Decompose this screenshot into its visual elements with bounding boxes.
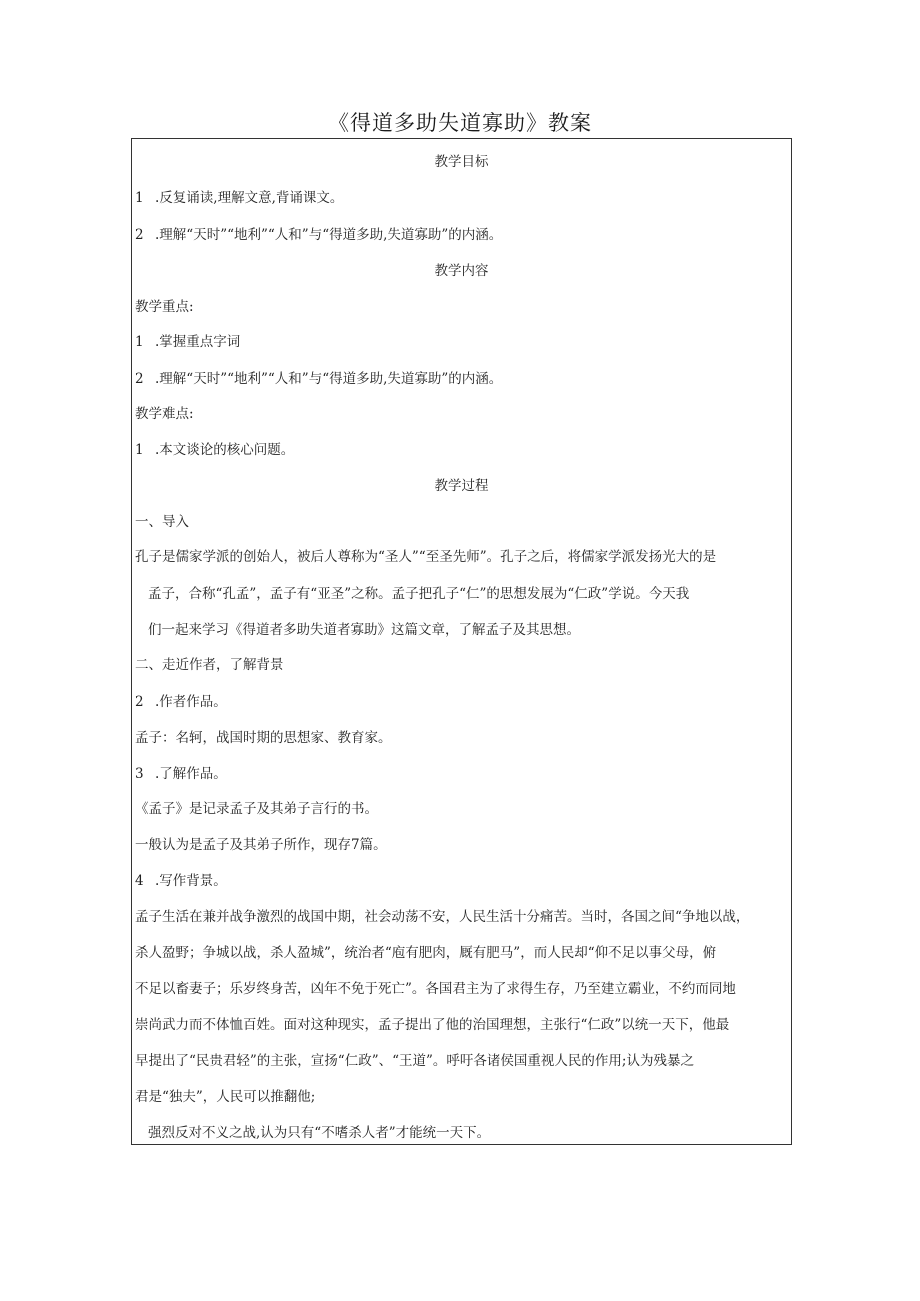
background-item [135, 871, 790, 891]
goal-item-1 [135, 188, 790, 208]
key-point-1-text: .掌握重点字词 [155, 334, 241, 350]
key-point-item-1 [135, 332, 790, 352]
goal-item-2-number: 2 [135, 227, 144, 243]
background-line-2: 杀人盈野；争城以战，杀人盈城”，统治者“庖有肥肉，厩有肥马”，而人民却“仰不足以事父母，俯 [135, 945, 717, 961]
difficulty-label: 教学难点: [135, 406, 194, 422]
difficulty-item-1 [135, 440, 790, 460]
chapters-line: 一般认为是孟子及其弟子所作，现存7篇。 [135, 837, 387, 853]
works-item-text: .作者作品。 [155, 694, 227, 710]
document-title: 《得道多助失道寡助》教案 [328, 111, 592, 135]
key-point-2-text: .理解“天时”“地利”“人和”与“得道多助,失道寡助”的内涵。 [155, 371, 503, 387]
understand-item-number: 3 [135, 766, 144, 782]
goals-heading: 教学目标 [434, 154, 489, 170]
goal-item-1-number: 1 [135, 190, 144, 206]
intro-line-3: 们一起来学习《得道者多助失道者寡助》这篇文章，了解孟子及其思想。 [148, 622, 580, 638]
mencius-line: 孟子：名轲，战国时期的思想家、教育家。 [135, 730, 392, 746]
understand-item [135, 764, 790, 784]
works-item [135, 692, 790, 712]
goal-item-2 [135, 225, 790, 245]
background-line-4: 崇尚武力而不体恤百姓。面对这种现实，孟子提出了他的治国理想，主张行“仁政”以统一天下，他最 [135, 1017, 730, 1033]
final-line: 强烈反对不义之战,认为只有“不嗜杀人者”才能统一天下。 [148, 1125, 491, 1141]
goal-item-1-text: .反复诵读,理解文意,背诵课文。 [155, 190, 344, 206]
intro-line-1: 孔子是儒家学派的创始人，被后人尊称为“圣人”“至圣先师”。孔子之后，将儒家学派发扬光大的是 [135, 549, 717, 565]
author-heading: 二、走近作者，了解背景 [135, 657, 284, 673]
background-line-1: 孟子生活在兼并战争激烈的战国中期，社会动荡不安，人民生活十分痛苦。当时，各国之间“争地以战， [135, 909, 750, 925]
goal-item-2-text: .理解“天时”“地利”“人和”与“得道多助,失道寡助”的内涵。 [155, 227, 503, 243]
intro-heading: 一、导入 [135, 514, 189, 530]
process-heading: 教学过程 [434, 478, 489, 494]
works-item-number: 2 [135, 694, 144, 710]
difficulty-1-number: 1 [135, 442, 144, 458]
key-points-label: 教学重点: [135, 299, 194, 315]
background-line-5: 早提出了“民贵君轻”的主张，宣扬“仁政”、“王道”。呼吁各诸侯国重视人民的作用;认为残暴之 [135, 1053, 694, 1069]
intro-line-2: 孟子，合称“孔孟”，孟子有“亚圣”之称。孟子把孔子“仁”的思想发展为“仁政”学说。今天我 [148, 586, 690, 602]
book-line: 《孟子》是记录孟子及其弟子言行的书。 [135, 801, 378, 817]
key-point-1-number: 1 [135, 334, 144, 350]
key-point-item-2 [135, 369, 790, 389]
difficulty-1-text: .本文谈论的核心问题。 [155, 442, 295, 458]
understand-item-text: .了解作品。 [155, 766, 227, 782]
content-heading: 教学内容 [434, 263, 489, 279]
background-item-text: .写作背景。 [155, 873, 227, 889]
background-line-6: 君是“独夫”，人民可以推翻他; [135, 1089, 316, 1105]
key-point-2-number: 2 [135, 371, 144, 387]
background-item-number: 4 [135, 873, 144, 889]
background-line-3: 不足以畜妻子；乐岁终身苦，凶年不免于死亡”。各国君主为了求得生存，乃至建立霸业，不约而同地 [135, 981, 736, 997]
